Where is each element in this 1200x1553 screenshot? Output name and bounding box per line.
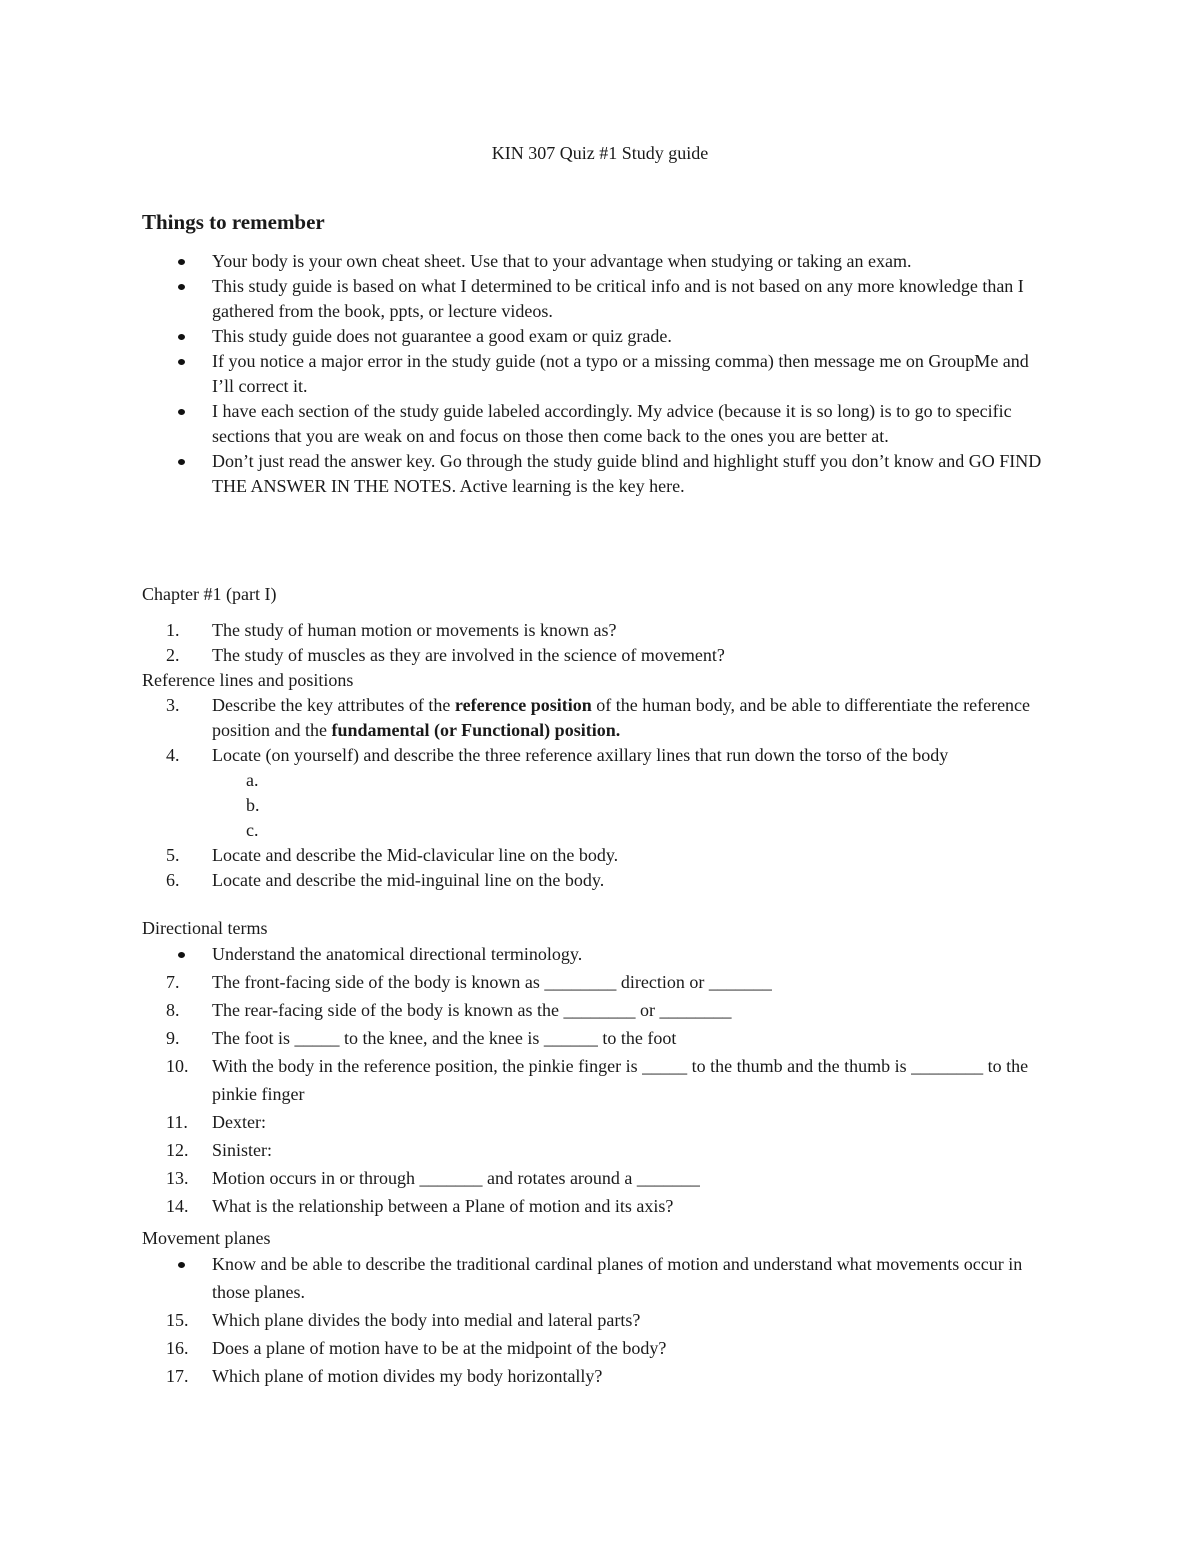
question-4: 4. Locate (on yourself) and describe the three reference axillary lines that run down the torso of the body <box>166 745 949 765</box>
remember-list <box>142 249 1052 499</box>
things-to-remember-heading: Things to remember <box>142 210 325 234</box>
reference-heading: Reference lines and positions <box>142 670 354 690</box>
directional-questions <box>142 940 1052 1220</box>
bullet-icon <box>178 409 185 415</box>
question-12: 12. Sinister: <box>166 1140 273 1160</box>
bullet-icon <box>178 259 185 265</box>
sub-item-a: a. <box>246 770 259 790</box>
question-11: 11. Dexter: <box>166 1112 266 1132</box>
list-item: Understand the anatomical directional terminology. <box>142 940 1052 968</box>
document-title: KIN 307 Quiz #1 Study guide <box>491 143 709 163</box>
directional-heading: Directional terms <box>142 918 268 938</box>
question-7: 7. The front-facing side of the body is known as ________ direction or _______ <box>166 972 772 992</box>
list-item: Don’t just read the answer key. Go through the study guide blind and highlight stuff you don’t know and GO FIND THE ANSWER IN THE NOTES. Active learning is the key here. <box>142 449 1052 499</box>
list-item: I have each section of the study guide labeled accordingly. My advice (because it is so long) is to go to specific sections that you are weak on and focus on those then come back to the ones you are better at. <box>142 399 1052 449</box>
bullet-icon <box>178 952 185 958</box>
sub-item-c: c. <box>246 820 259 840</box>
question-9: 9. The foot is _____ to the knee, and the knee is ______ to the foot <box>166 1028 677 1048</box>
sub-item-b: b. <box>246 795 260 815</box>
question-14: 14. What is the relationship between a Plane of motion and its axis? <box>166 1196 674 1216</box>
reference-questions <box>142 693 1052 893</box>
chapter-heading: Chapter #1 (part I) <box>142 584 277 604</box>
question-1: 1. The study of human motion or movements is known as? <box>166 620 617 640</box>
bullet-icon <box>178 359 185 365</box>
planes-heading: Movement planes <box>142 1228 271 1248</box>
question-6: 6. Locate and describe the mid-inguinal line on the body. <box>166 870 605 890</box>
list-item: This study guide does not guarantee a good exam or quiz grade. <box>142 324 1052 349</box>
question-10: 10. With the body in the reference position, the pinkie finger is _____ to the thumb and the thumb is ________ to the pinkie finger <box>166 1056 1029 1104</box>
question-3: 3. Describe the key attributes of the reference position of the human body, and be able to differentiate the reference position and the fundamental (or Functional) position. <box>166 695 1031 740</box>
bullet-icon <box>178 334 185 340</box>
question-16: 16. Does a plane of motion have to be at the midpoint of the body? <box>166 1338 667 1358</box>
list-item: Your body is your own cheat sheet. Use that to your advantage when studying or taking an exam. <box>142 249 1052 274</box>
question-17: 17. Which plane of motion divides my body horizontally? <box>166 1366 603 1386</box>
question-2: 2. The study of muscles as they are involved in the science of movement? <box>166 645 725 665</box>
list-item: Know and be able to describe the traditional cardinal planes of motion and understand what movements occur in those planes. <box>142 1250 1052 1306</box>
bullet-icon <box>178 284 185 290</box>
chapter-questions <box>142 618 725 668</box>
list-item: If you notice a major error in the study guide (not a typo or a missing comma) then message me on GroupMe and I’ll correct it. <box>142 349 1052 399</box>
bullet-icon <box>178 1262 185 1268</box>
list-item: This study guide is based on what I determined to be critical info and is not based on any more knowledge than I gathered from the book, ppts, or lecture videos. <box>142 274 1052 324</box>
bullet-icon <box>178 459 185 465</box>
question-5: 5. Locate and describe the Mid-clavicular line on the body. <box>166 845 619 865</box>
question-15: 15. Which plane divides the body into medial and lateral parts? <box>166 1310 641 1330</box>
planes-questions <box>142 1250 1052 1390</box>
question-13: 13. Motion occurs in or through _______ and rotates around a _______ <box>166 1168 700 1188</box>
question-8: 8. The rear-facing side of the body is known as the ________ or ________ <box>166 1000 732 1020</box>
